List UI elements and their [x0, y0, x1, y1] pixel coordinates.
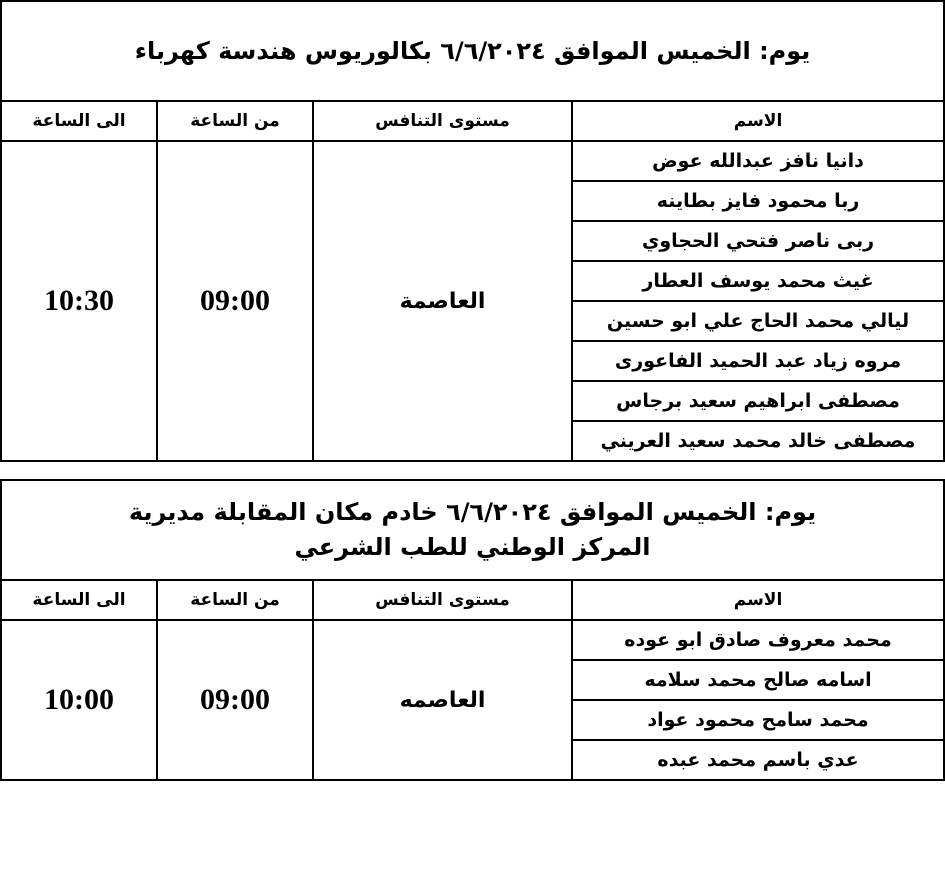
- name-cell: دانيا نافز عبدالله عوض: [573, 142, 943, 182]
- name-cell: محمد سامح محمود عواد: [573, 701, 943, 741]
- title-line: يوم: الخميس الموافق ٦/٦/٢٠٢٤ بكالوريوس هندسة كهرباء: [134, 37, 811, 65]
- name-cell: غيث محمد يوسف العطار: [573, 262, 943, 302]
- names-column: [571, 621, 943, 779]
- schedule-title: [2, 2, 943, 102]
- header-name: الاسم: [571, 102, 943, 140]
- level-cell: العاصمه: [312, 621, 571, 779]
- table-body: [2, 142, 943, 460]
- from-time-cell: 09:00: [156, 142, 312, 460]
- schedule-table-2: [0, 479, 945, 781]
- level-cell: العاصمة: [312, 142, 571, 460]
- name-cell: محمد معروف صادق ابو عوده: [573, 621, 943, 661]
- name-cell: عدي باسم محمد عبده: [657, 749, 859, 771]
- header-from-time: من الساعة: [156, 581, 312, 619]
- header-level: مستوى التنافس: [312, 581, 571, 619]
- header-from-time: من الساعة: [156, 102, 312, 140]
- table-header-row: [2, 102, 943, 142]
- to-time-cell: 10:30: [44, 284, 114, 317]
- header-to-time: الى الساعة: [32, 111, 126, 131]
- header-level: مستوى التنافس: [312, 102, 571, 140]
- name-cell: مروه زياد عبد الحميد الفاعورى: [573, 342, 943, 382]
- header-to-time: الى الساعة: [32, 590, 126, 610]
- schedule-title: [2, 481, 943, 581]
- name-cell: ربى ناصر فتحي الحجاوي: [573, 222, 943, 262]
- table-header-row: [2, 581, 943, 621]
- name-cell: ربا محمود فايز بطاينه: [573, 182, 943, 222]
- title-line: يوم: الخميس الموافق ٦/٦/٢٠٢٤ خادم مكان المقابلة مديرية: [128, 498, 817, 527]
- name-cell: مصطفى خالد محمد سعيد العريني: [600, 430, 916, 452]
- header-name: الاسم: [571, 581, 943, 619]
- name-cell: اسامه صالح محمد سلامه: [573, 661, 943, 701]
- title-line: المركز الوطني للطب الشرعي: [294, 533, 651, 561]
- name-cell: ليالي محمد الحاج علي ابو حسين: [573, 302, 943, 342]
- names-column: [571, 142, 943, 460]
- name-cell: مصطفى ابراهيم سعيد برجاس: [573, 382, 943, 422]
- from-time-cell: 09:00: [156, 621, 312, 779]
- to-time-cell: 10:00: [44, 683, 114, 716]
- table-body: [2, 621, 943, 779]
